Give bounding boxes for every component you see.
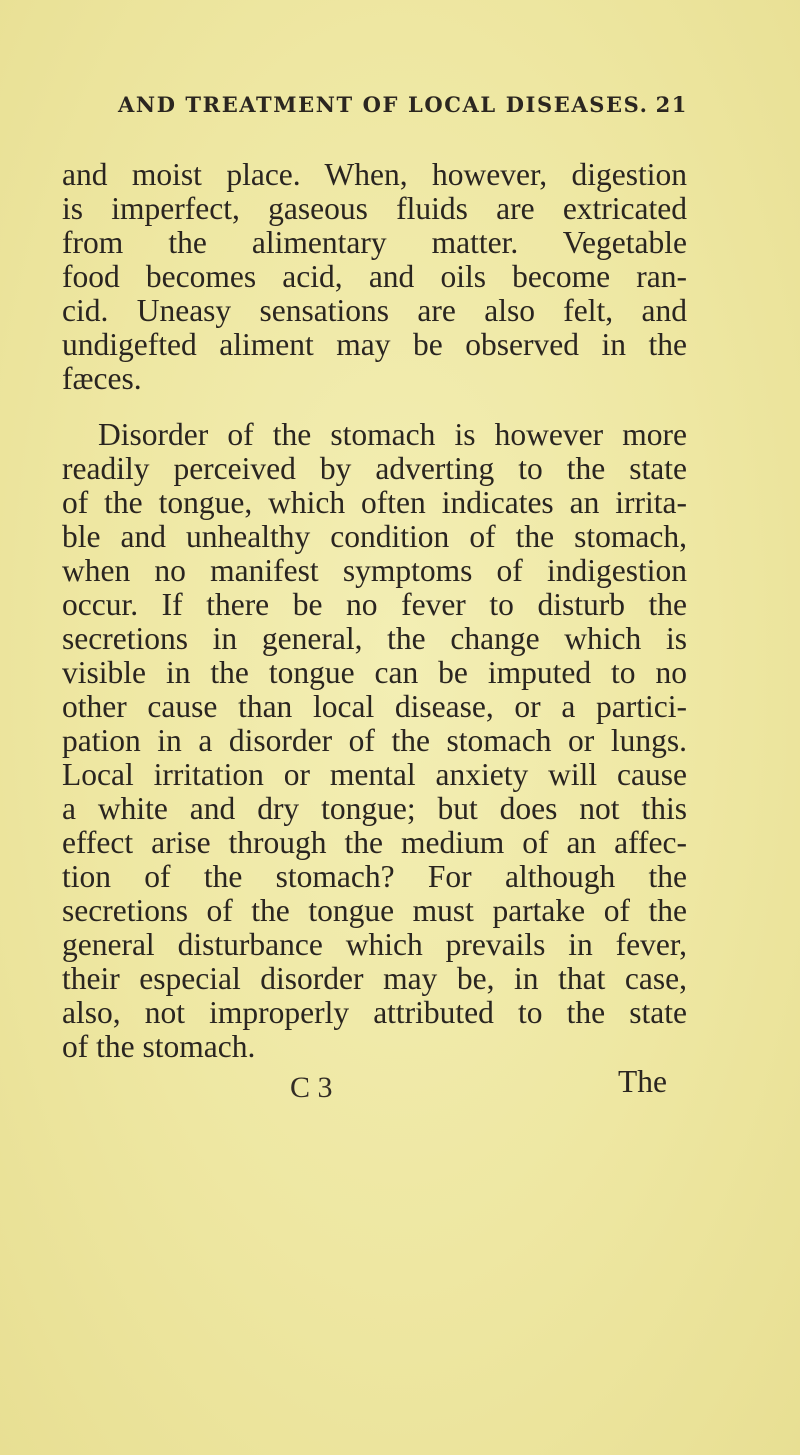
text-line: of the tongue, which often indicates an irrita- <box>62 485 687 520</box>
text-line: undigefted aliment may be observed in the <box>62 327 687 362</box>
text-line: secretions of the tongue must partake of the <box>62 893 687 928</box>
text-line: cid. Uneasy sensations are also felt, and <box>62 293 687 328</box>
text-line: and moist place. When, however, digestion <box>62 157 687 192</box>
text-line: general disturbance which prevails in fever, <box>62 927 687 962</box>
running-title: AND TREATMENT OF LOCAL DISEASES. <box>118 92 649 117</box>
text-line: effect arise through the medium of an affec- <box>62 825 687 860</box>
text-line: is imperfect, gaseous fluids are extricated <box>62 191 687 226</box>
text-line: Disorder of the stomach is however more <box>98 417 687 452</box>
text-line: their especial disorder may be, in that case, <box>62 961 687 996</box>
text-line: also, not improperly attributed to the state <box>62 995 687 1030</box>
signature-mark: C 3 <box>290 1071 333 1104</box>
text-line: from the alimentary matter. Vegetable <box>62 225 687 260</box>
text-line: ble and unhealthy condition of the stomach, <box>62 519 687 554</box>
text-line: secretions in general, the change which is <box>62 621 687 656</box>
text-line: Local irritation or mental anxiety will cause <box>62 757 687 792</box>
text-line: readily perceived by adverting to the state <box>62 451 687 486</box>
text-line: other cause than local disease, or a partici- <box>62 689 687 724</box>
text-line: a white and dry tongue; but does not this <box>62 791 687 826</box>
text-line: fæces. <box>62 361 142 396</box>
text-line: visible in the tongue can be imputed to no <box>62 655 687 690</box>
text-line: pation in a disorder of the stomach or lungs. <box>62 723 687 758</box>
catchword: The <box>618 1064 667 1099</box>
running-head <box>118 92 688 117</box>
text-line: tion of the stomach? For although the <box>62 859 687 894</box>
text-line: of the stomach. <box>62 1029 256 1064</box>
text-line: food becomes acid, and oils become ran- <box>62 259 687 294</box>
text-line: occur. If there be no fever to disturb the <box>62 587 687 622</box>
page-number: 21 <box>655 92 688 117</box>
text-line: when no manifest symptoms of indigestion <box>62 553 687 588</box>
